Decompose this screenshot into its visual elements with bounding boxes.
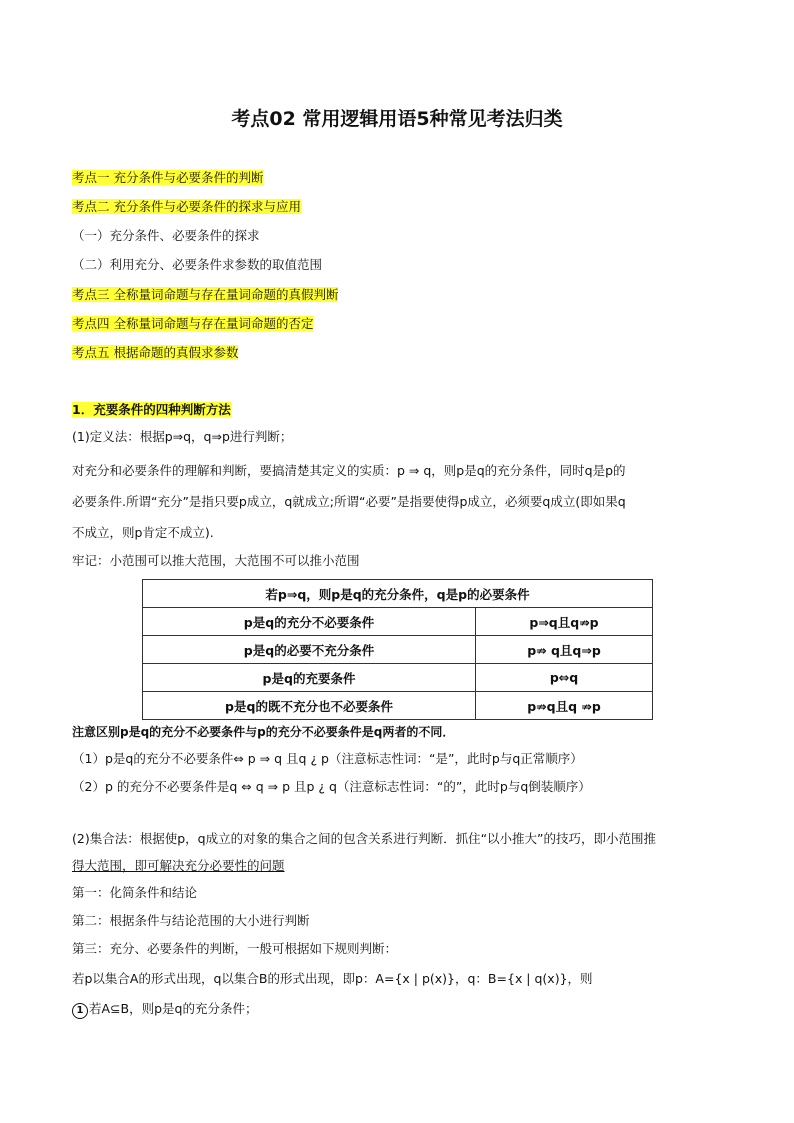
definition-method: (1)定义法：根据p⇒q，q⇒p进行判断； [72,429,293,444]
table-row [143,608,653,636]
toc-subitem-2[interactable]: （二）利用充分、必要条件求参数的取值范围 [72,257,323,272]
toc-item-5[interactable]: 考点五 根据命题的真假求参数 [72,345,239,360]
table-cell-symbol: p⇔q [476,664,653,692]
step-3: 第三：充分、必要条件的判断，一般可根据如下规则判断： [72,941,398,956]
toc-item-4[interactable]: 考点四 全称量词命题与存在量词命题的否定 [72,316,314,331]
table-cell-condition: p是q的必要不充分条件 [143,636,476,664]
table-cell-symbol: p⇏ q且q⇒p [476,636,653,664]
table-cell-symbol: p⇒q且q⇏p [476,608,653,636]
set-method-line-2: 得大范围，即可解决充分必要性的问题 [72,858,285,873]
toc-subitem-1[interactable]: （一）充分条件、必要条件的探求 [72,228,260,243]
set-method-line-1: (2)集合法：根据使p，q成立的对象的集合之间的包含关系进行判断．抓住“以小推大”的技巧，即小范围推 [72,831,657,846]
remember-note: 牢记：小范围可以推大范围，大范围不可以推小范围 [72,553,360,568]
table-header-cell: 若p⇒q，则p是q的充分条件，q是p的必要条件 [143,580,653,608]
table-row [143,664,653,692]
page-title: 考点02 常用逻辑用语5种常见考法归类 [231,108,563,130]
circled-number-icon: 1 [72,1003,88,1019]
step-2: 第二：根据条件与结论范围的大小进行判断 [72,913,310,928]
note-item-2: （2）p 的充分不必要条件是q ⇔ q ⇒ p 且p ¿ q（注意标志性词：“的”，此时p与q倒装顺序） [72,779,591,794]
toc-item-3[interactable]: 考点三 全称量词命题与存在量词命题的真假判断 [72,287,339,302]
toc-item-2[interactable]: 考点二 充分条件与必要条件的探求与应用 [72,199,301,214]
toc-item-1[interactable]: 考点一 充分条件与必要条件的判断 [72,170,264,185]
paragraph-line-2: 必要条件.所谓“充分”是指只要p成立，q就成立;所谓“必要”是指要使得p成立，必须要q成立(即如果q [72,494,626,509]
paragraph-line-1: 对充分和必要条件的理解和判断，要搞清楚其定义的实质：p ⇒ q，则p是q的充分条件，同时q是p的 [72,463,626,478]
difference-note: 注意区别p是q的充分不必要条件与p的充分不必要条件是q两者的不同． [72,725,455,739]
note-item-1: （1）p是q的充分不必要条件⇔ p ⇒ q 且q ¿ p（注意标志性词：“是”，此时p与q正常顺序） [72,751,583,766]
table-row [143,692,653,720]
table-header-row [143,580,653,608]
set-definition-line: 若p以集合A的形式出现，q以集合B的形式出现，即p：A={x | p(x)}，q：B={x | q(x)}，则 [72,971,593,986]
step-1: 第一：化简条件和结论 [72,885,198,900]
table-cell-symbol: p⇏q且q ⇏p [476,692,653,720]
table-cell-condition: p是q的充分不必要条件 [143,608,476,636]
paragraph-line-3: 不成立，则p肯定不成立). [72,525,214,540]
table-cell-condition: p是q的充要条件 [143,664,476,692]
condition-table [142,579,653,720]
table-cell-condition: p是q的既不充分也不必要条件 [143,692,476,720]
table-row [143,636,653,664]
rule-1: 1 若A⊆B，则p是q的充分条件； [72,1000,257,1019]
section-heading: 1．充要条件的四种判断方法 [72,402,231,417]
